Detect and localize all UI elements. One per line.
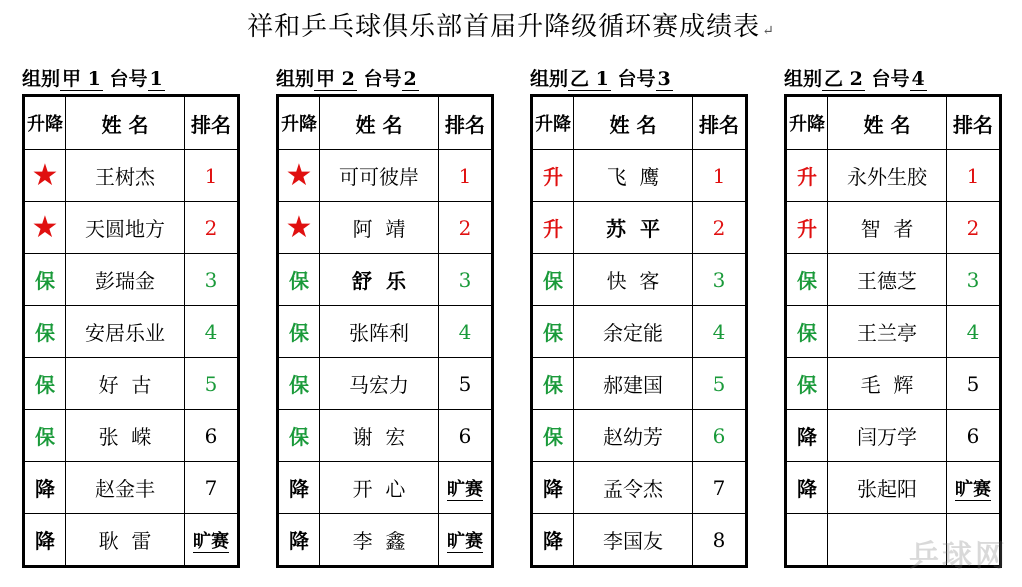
status-cell xyxy=(278,462,320,514)
group-label: 组别 xyxy=(22,68,61,90)
player-name: 张阵利 xyxy=(349,321,409,345)
table-row xyxy=(24,150,239,202)
status-cell xyxy=(532,358,574,410)
player-name-cell xyxy=(66,514,185,567)
status-header-text: 升降 xyxy=(27,114,63,135)
status-cell xyxy=(278,150,320,202)
rank-cell xyxy=(947,254,1001,306)
status-text: 保 xyxy=(289,321,309,345)
group-value: 甲 1 xyxy=(62,68,101,90)
rank-value: 1 xyxy=(712,163,726,188)
player-name: 赵幼芳 xyxy=(603,425,663,449)
player-name: 张起阳 xyxy=(857,477,917,501)
rank-cell xyxy=(439,514,493,567)
rank-cell xyxy=(439,254,493,306)
player-name-cell xyxy=(66,254,185,306)
status-text: 降 xyxy=(797,477,817,501)
status-cell xyxy=(786,150,828,202)
status-header-text: 升降 xyxy=(535,114,571,135)
player-name: 赵金丰 xyxy=(95,477,155,501)
player-name: 安居乐业 xyxy=(85,321,165,345)
table-row xyxy=(786,150,1001,202)
table-row xyxy=(278,462,493,514)
status-cell xyxy=(278,202,320,254)
player-name-cell xyxy=(828,202,947,254)
status-text: 降 xyxy=(543,477,563,501)
rank-value: 1 xyxy=(204,163,218,188)
status-text: 升 xyxy=(543,165,563,189)
results-table xyxy=(22,94,240,568)
page-title-text: 祥和乒乓球俱乐部首届升降级循环赛成绩表 xyxy=(247,12,761,42)
status-text: 降 xyxy=(35,529,55,553)
player-name: 苏 平 xyxy=(606,217,660,241)
rank-value: 4 xyxy=(458,319,472,344)
status-text: 保 xyxy=(289,425,309,449)
status-text: 保 xyxy=(289,373,309,397)
player-name: 飞 鹰 xyxy=(606,165,660,189)
status-text: 降 xyxy=(289,477,309,501)
rank-value: 1 xyxy=(966,163,980,188)
rank-cell xyxy=(947,462,1001,514)
player-name: 永外生胶 xyxy=(847,165,927,189)
player-name-cell xyxy=(574,150,693,202)
table-value: 1 xyxy=(149,68,163,90)
table-row xyxy=(786,254,1001,306)
status-text: 保 xyxy=(289,269,309,293)
status-cell xyxy=(24,202,66,254)
rank-cell xyxy=(947,306,1001,358)
player-name: 谢 宏 xyxy=(352,425,406,449)
player-name-cell xyxy=(320,150,439,202)
status-text: 保 xyxy=(543,373,563,397)
player-name: 开 心 xyxy=(352,477,406,501)
player-name: 张 嵘 xyxy=(98,425,152,449)
player-name: 李 鑫 xyxy=(352,529,406,553)
status-cell xyxy=(24,150,66,202)
rank-value: 2 xyxy=(204,215,218,240)
table-header-row xyxy=(24,96,239,150)
player-name-cell xyxy=(828,306,947,358)
group-label: 组别 xyxy=(530,68,569,90)
rank-value: 3 xyxy=(204,267,218,292)
table-row xyxy=(786,410,1001,462)
table-row xyxy=(532,410,747,462)
table-row xyxy=(532,306,747,358)
rank-cell xyxy=(693,514,747,567)
star-icon: ★ xyxy=(31,157,59,193)
table-value: 2 xyxy=(403,68,417,90)
table-row xyxy=(278,150,493,202)
status-text: 升 xyxy=(797,217,817,241)
player-name-cell xyxy=(574,254,693,306)
rank-cell xyxy=(185,514,239,567)
table-header-row xyxy=(532,96,747,150)
player-name-cell xyxy=(574,462,693,514)
table-row xyxy=(786,358,1001,410)
status-text: 保 xyxy=(543,269,563,293)
rank-cell xyxy=(185,306,239,358)
status-text: 保 xyxy=(35,321,55,345)
rank-value: 2 xyxy=(712,215,726,240)
group-block xyxy=(276,64,516,568)
table-header-row xyxy=(278,96,493,150)
rank-value: 4 xyxy=(712,319,726,344)
player-name: 天圆地方 xyxy=(85,217,165,241)
status-cell xyxy=(24,358,66,410)
rank-value: 3 xyxy=(712,267,726,292)
player-name: 快 客 xyxy=(606,269,660,293)
status-cell xyxy=(786,410,828,462)
table-row xyxy=(278,410,493,462)
group-value: 甲 2 xyxy=(316,68,355,90)
group-header xyxy=(784,64,1022,94)
rank-column-header: 排名 xyxy=(693,96,747,150)
table-row xyxy=(278,514,493,567)
player-name-cell xyxy=(66,202,185,254)
results-table xyxy=(530,94,748,568)
status-cell xyxy=(278,306,320,358)
table-row xyxy=(532,202,747,254)
rank-value: 7 xyxy=(204,475,218,500)
player-name-cell xyxy=(828,358,947,410)
table-row xyxy=(24,254,239,306)
rank-cell xyxy=(947,410,1001,462)
table-label: 台号 xyxy=(871,68,910,90)
rank-column-header: 排名 xyxy=(947,96,1001,150)
results-table xyxy=(276,94,494,568)
player-name: 毛 辉 xyxy=(860,373,914,397)
rank-value: 6 xyxy=(204,423,218,448)
rank-value: 6 xyxy=(712,423,726,448)
player-name: 李国友 xyxy=(603,529,663,553)
rank-cell xyxy=(185,462,239,514)
group-block xyxy=(784,64,1022,568)
status-cell xyxy=(786,514,828,567)
table-row xyxy=(278,202,493,254)
status-text: 升 xyxy=(797,165,817,189)
table-row xyxy=(24,410,239,462)
rank-cell xyxy=(947,358,1001,410)
table-row xyxy=(532,358,747,410)
name-column-header: 姓 名 xyxy=(320,96,439,150)
player-name-cell xyxy=(320,462,439,514)
rank-cell xyxy=(947,150,1001,202)
rank-value: 4 xyxy=(966,319,980,344)
player-name-cell xyxy=(574,202,693,254)
status-header-text: 升降 xyxy=(789,114,825,135)
player-name-cell xyxy=(320,514,439,567)
page-title xyxy=(0,6,1022,43)
status-text: 保 xyxy=(35,269,55,293)
group-label: 组别 xyxy=(276,68,315,90)
status-cell xyxy=(532,202,574,254)
player-name: 闫万学 xyxy=(857,425,917,449)
rank-cell xyxy=(439,150,493,202)
rank-cell xyxy=(185,358,239,410)
rank-value: 旷赛 xyxy=(447,478,483,500)
table-row xyxy=(278,254,493,306)
rank-value: 4 xyxy=(204,319,218,344)
player-name-cell xyxy=(66,358,185,410)
player-name-cell xyxy=(320,306,439,358)
rank-value: 3 xyxy=(966,267,980,292)
table-row xyxy=(532,462,747,514)
status-column-header xyxy=(532,96,574,150)
status-cell xyxy=(24,462,66,514)
table-value: 3 xyxy=(657,68,671,90)
table-row xyxy=(278,358,493,410)
rank-cell xyxy=(693,358,747,410)
name-column-header: 姓 名 xyxy=(828,96,947,150)
rank-cell xyxy=(185,202,239,254)
table-row xyxy=(786,306,1001,358)
rank-value: 5 xyxy=(204,371,218,396)
group-header xyxy=(22,64,262,94)
rank-cell xyxy=(185,410,239,462)
name-column-header: 姓 名 xyxy=(574,96,693,150)
status-cell xyxy=(278,410,320,462)
table-row xyxy=(532,514,747,567)
status-text: 保 xyxy=(797,269,817,293)
player-name-cell xyxy=(320,254,439,306)
table-row xyxy=(24,358,239,410)
player-name: 好 古 xyxy=(98,373,152,397)
player-name: 孟令杰 xyxy=(603,477,663,501)
player-name-cell xyxy=(66,462,185,514)
status-text: 降 xyxy=(797,425,817,449)
player-name: 阿 靖 xyxy=(352,217,406,241)
watermark-logo: 乒球网 xyxy=(909,539,1008,574)
status-cell xyxy=(24,306,66,358)
table-row xyxy=(24,514,239,567)
name-column-header: 姓 名 xyxy=(66,96,185,150)
status-cell xyxy=(786,462,828,514)
status-cell xyxy=(24,514,66,567)
player-name-cell xyxy=(574,306,693,358)
rank-value: 6 xyxy=(458,423,472,448)
status-cell xyxy=(278,358,320,410)
player-name: 王树杰 xyxy=(95,165,155,189)
status-cell xyxy=(24,254,66,306)
status-cell xyxy=(532,462,574,514)
status-text: 保 xyxy=(543,425,563,449)
rank-value: 5 xyxy=(458,371,472,396)
table-row xyxy=(532,254,747,306)
rank-column-header: 排名 xyxy=(185,96,239,150)
player-name-cell xyxy=(66,410,185,462)
player-name: 彭瑞金 xyxy=(95,269,155,293)
table-header-row xyxy=(786,96,1001,150)
status-cell xyxy=(24,410,66,462)
player-name: 王兰亭 xyxy=(857,321,917,345)
status-cell xyxy=(786,254,828,306)
player-name-cell xyxy=(574,358,693,410)
rank-column-header: 排名 xyxy=(439,96,493,150)
group-block xyxy=(22,64,262,568)
rank-cell xyxy=(439,306,493,358)
rank-value: 旷赛 xyxy=(955,478,991,500)
rank-cell xyxy=(439,462,493,514)
status-cell xyxy=(532,306,574,358)
status-cell xyxy=(532,410,574,462)
status-column-header xyxy=(278,96,320,150)
player-name-cell xyxy=(66,150,185,202)
rank-cell xyxy=(693,410,747,462)
table-row xyxy=(24,202,239,254)
status-text: 保 xyxy=(797,321,817,345)
table-row xyxy=(278,306,493,358)
group-value: 乙 2 xyxy=(824,68,863,90)
table-row xyxy=(24,462,239,514)
paragraph-mark-icon: ↵ xyxy=(762,23,775,39)
player-name-cell xyxy=(320,358,439,410)
group-header xyxy=(530,64,770,94)
table-row xyxy=(786,462,1001,514)
results-table xyxy=(784,94,1002,568)
group-header xyxy=(276,64,516,94)
player-name-cell xyxy=(828,462,947,514)
rank-cell xyxy=(947,202,1001,254)
player-name: 郝建国 xyxy=(603,373,663,397)
player-name: 马宏力 xyxy=(349,373,409,397)
player-name-cell xyxy=(828,410,947,462)
rank-cell xyxy=(185,150,239,202)
rank-value: 6 xyxy=(966,423,980,448)
rank-cell xyxy=(439,358,493,410)
status-cell xyxy=(786,306,828,358)
rank-cell xyxy=(693,306,747,358)
status-text: 保 xyxy=(35,425,55,449)
status-text: 保 xyxy=(543,321,563,345)
status-column-header xyxy=(24,96,66,150)
table-value: 4 xyxy=(911,68,925,90)
star-icon: ★ xyxy=(31,209,59,245)
table-label: 台号 xyxy=(363,68,402,90)
status-text: 保 xyxy=(797,373,817,397)
status-text: 保 xyxy=(35,373,55,397)
table-label: 台号 xyxy=(617,68,656,90)
player-name: 耿 雷 xyxy=(98,529,152,553)
status-cell xyxy=(278,254,320,306)
rank-value: 1 xyxy=(458,163,472,188)
player-name: 舒 乐 xyxy=(352,269,406,293)
rank-value: 5 xyxy=(712,371,726,396)
status-text: 升 xyxy=(543,217,563,241)
player-name-cell xyxy=(574,410,693,462)
rank-value: 旷赛 xyxy=(447,530,483,552)
status-header-text: 升降 xyxy=(281,114,317,135)
table-label: 台号 xyxy=(109,68,148,90)
status-text: 降 xyxy=(289,529,309,553)
rank-value: 3 xyxy=(458,267,472,292)
group-value: 乙 1 xyxy=(570,68,609,90)
rank-value: 5 xyxy=(966,371,980,396)
group-label: 组别 xyxy=(784,68,823,90)
player-name: 可可彼岸 xyxy=(339,165,419,189)
table-row xyxy=(24,306,239,358)
rank-cell xyxy=(185,254,239,306)
player-name-cell xyxy=(828,150,947,202)
status-cell xyxy=(786,202,828,254)
rank-value: 2 xyxy=(458,215,472,240)
rank-cell xyxy=(693,150,747,202)
player-name: 智 者 xyxy=(860,217,914,241)
rank-value: 8 xyxy=(712,527,726,552)
player-name: 王德芝 xyxy=(857,269,917,293)
rank-cell xyxy=(439,202,493,254)
player-name: 余定能 xyxy=(603,321,663,345)
status-cell xyxy=(786,358,828,410)
player-name-cell xyxy=(574,514,693,567)
rank-value: 7 xyxy=(712,475,726,500)
rank-value: 旷赛 xyxy=(193,530,229,552)
status-text: 降 xyxy=(35,477,55,501)
status-cell xyxy=(278,514,320,567)
table-row xyxy=(786,202,1001,254)
rank-cell xyxy=(693,202,747,254)
status-text: 降 xyxy=(543,529,563,553)
player-name-cell xyxy=(828,254,947,306)
player-name-cell xyxy=(320,202,439,254)
status-cell xyxy=(532,514,574,567)
player-name-cell xyxy=(66,306,185,358)
status-cell xyxy=(532,254,574,306)
group-block xyxy=(530,64,770,568)
star-icon: ★ xyxy=(285,209,313,245)
status-cell xyxy=(532,150,574,202)
rank-cell xyxy=(439,410,493,462)
star-icon: ★ xyxy=(285,157,313,193)
player-name-cell xyxy=(320,410,439,462)
rank-cell xyxy=(693,462,747,514)
rank-value: 2 xyxy=(966,215,980,240)
table-row xyxy=(532,150,747,202)
rank-cell xyxy=(693,254,747,306)
status-column-header xyxy=(786,96,828,150)
